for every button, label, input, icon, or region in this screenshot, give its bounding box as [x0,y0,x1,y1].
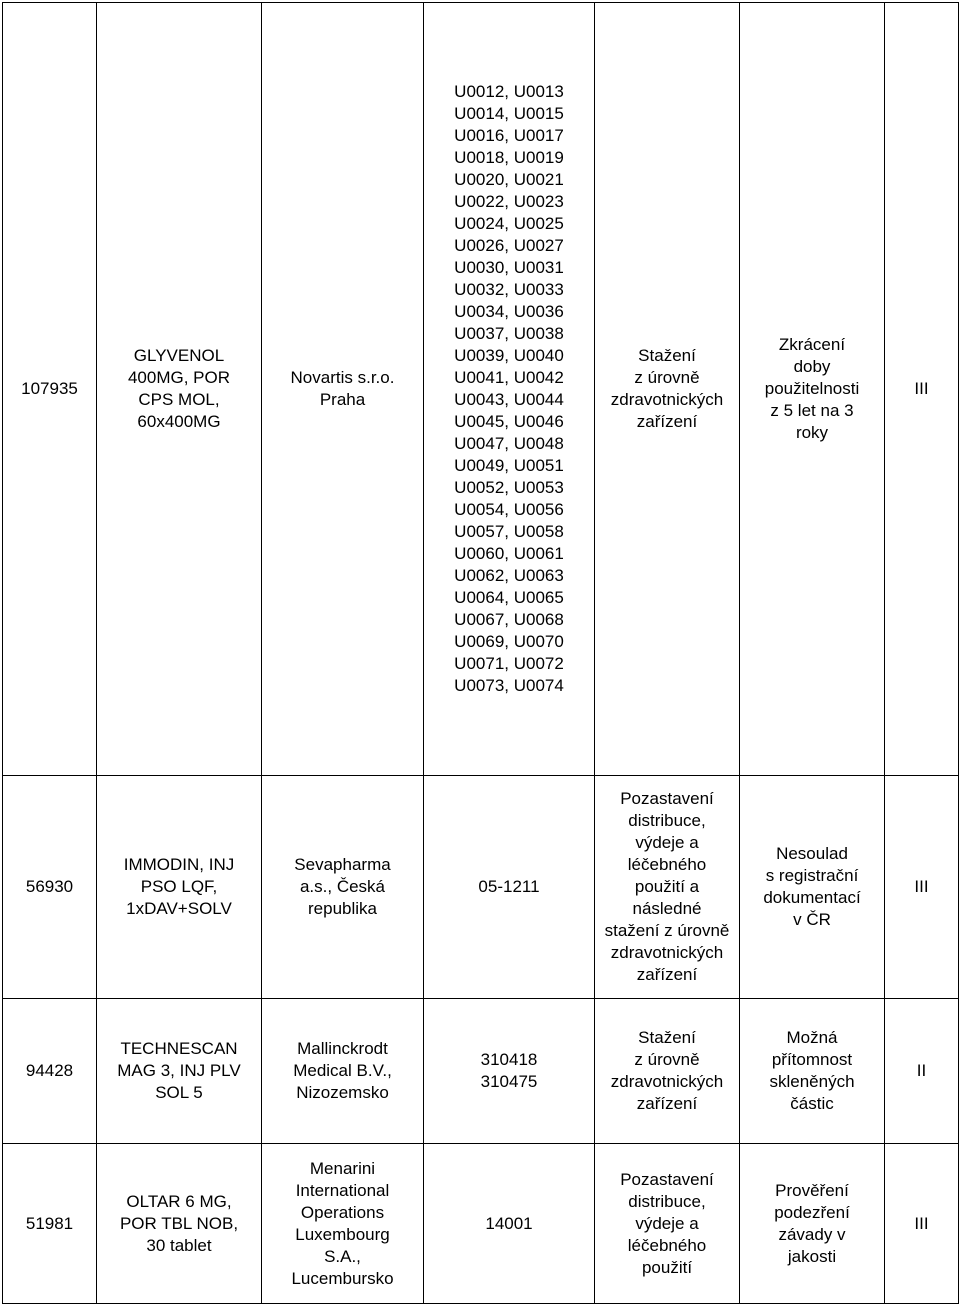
recall-class: II [885,999,959,1144]
measure-taken: Stažení z úrovně zdravotnických zařízení [595,999,740,1144]
table-row [3,776,959,999]
table-row [3,999,959,1144]
measure-taken: Pozastavení distribuce, výdeje a léčebného použití [595,1144,740,1304]
batch-numbers: 310418 310475 [424,999,595,1144]
marketing-holder: Menarini International Operations Luxembourg S.A., Lucembursko [262,1144,424,1304]
product-name: TECHNESCAN MAG 3, INJ PLV SOL 5 [97,999,262,1144]
recall-reason: Prověření podezření závady v jakosti [740,1144,885,1304]
recall-class: III [885,3,959,776]
recall-reason: Zkrácení doby použitelnosti z 5 let na 3 roky [740,3,885,776]
batch-numbers: 05-1211 [424,776,595,999]
product-code: 56930 [3,776,97,999]
table-row [3,1144,959,1304]
marketing-holder: Novartis s.r.o. Praha [262,3,424,776]
marketing-holder: Mallinckrodt Medical B.V., Nizozemsko [262,999,424,1144]
product-code: 107935 [3,3,97,776]
recall-class: III [885,776,959,999]
measure-taken: Stažení z úrovně zdravotnických zařízení [595,3,740,776]
marketing-holder: Sevapharma a.s., Česká republika [262,776,424,999]
product-code: 51981 [3,1144,97,1304]
product-name: OLTAR 6 MG, POR TBL NOB, 30 tablet [97,1144,262,1304]
recall-table [2,2,959,1304]
recall-reason: Nesoulad s registrační dokumentací v ČR [740,776,885,999]
product-name: GLYVENOL 400MG, POR CPS MOL, 60x400MG [97,3,262,776]
product-name: IMMODIN, INJ PSO LQF, 1xDAV+SOLV [97,776,262,999]
product-code: 94428 [3,999,97,1144]
table-row [3,3,959,776]
recall-class: III [885,1144,959,1304]
recall-reason: Možná přítomnost skleněných částic [740,999,885,1144]
batch-numbers: U0012, U0013 U0014, U0015 U0016, U0017 U0018, U0019 U0020, U0021 U0022, U0023 U0024, U0025 U0026, U0027 U0030, U0031 U0032, U0033 U0034, U0036 U0037, U0038 U0039, U0040 U0041, U0042 U0043, U0044 U0045, U0046 U0047, U0048 U0049, U0051 U0052, U0053 U0054, U0056 U0057, U0058 U0060, U0061 U0062, U0063 U0064, U0065 U0067, U0068 U0069, U0070 U0071, U0072 U0073, U0074 [424,3,595,776]
batch-numbers: 14001 [424,1144,595,1304]
measure-taken: Pozastavení distribuce, výdeje a léčebného použití a následné stažení z úrovně zdravotnických zařízení [595,776,740,999]
